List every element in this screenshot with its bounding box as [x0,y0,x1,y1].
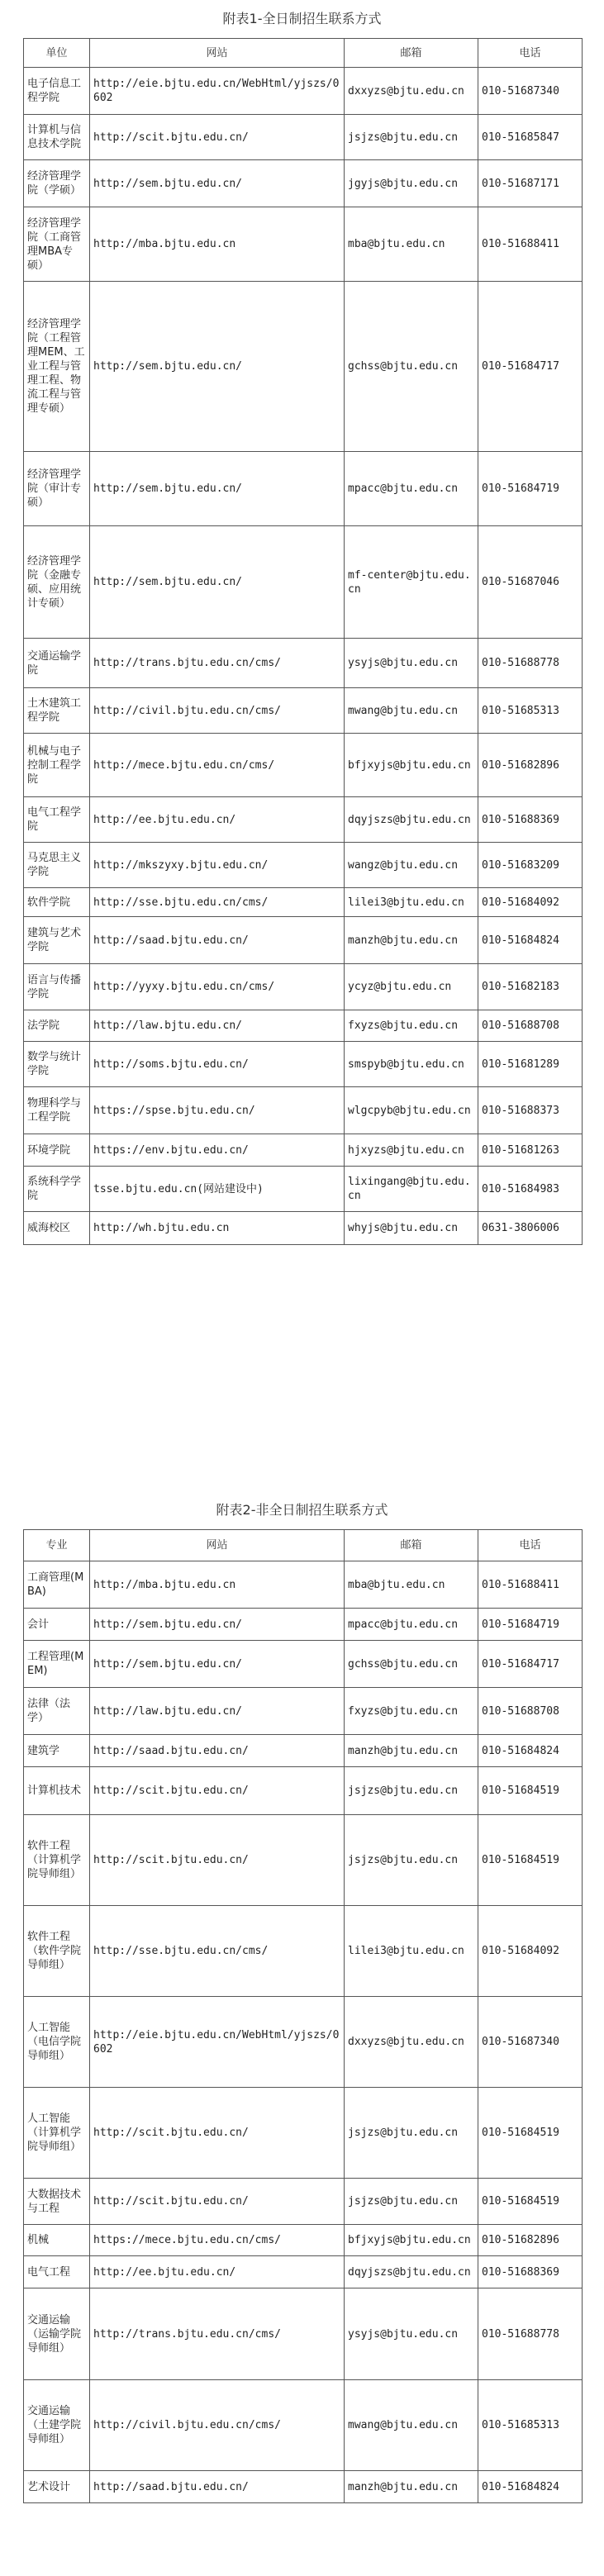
email-link[interactable]: dqyjszs@bjtu.edu.cn [345,2256,478,2288]
header-site: 网站 [90,39,345,68]
unit-cell: 大数据技术与工程 [24,2179,90,2225]
email-link[interactable]: mwang@bjtu.edu.cn [345,2380,478,2471]
header-phone: 电话 [478,39,583,68]
unit-cell: 计算机与信息技术学院 [24,115,90,160]
unit-cell: 电气工程 [24,2256,90,2288]
table-row [24,1735,583,1767]
website-link[interactable]: http://mba.bjtu.edu.cn [90,207,345,282]
email-link[interactable]: gchss@bjtu.edu.cn [345,282,478,452]
header-row [24,39,583,68]
table-row [24,1641,583,1688]
header-phone: 电话 [478,1530,583,1561]
phone-cell: 010-51684719 [478,452,583,526]
phone-cell: 010-51681263 [478,1134,583,1167]
email-link[interactable]: fxyzs@bjtu.edu.cn [345,1010,478,1042]
phone-cell: 010-51684519 [478,2179,583,2225]
phone-cell: 010-51684519 [478,2088,583,2179]
website-link[interactable]: http://eie.bjtu.edu.cn/WebHtml/yjszs/0602 [90,68,345,115]
website-link[interactable]: http://sse.bjtu.edu.cn/cms/ [90,1906,345,1997]
phone-cell: 010-51684824 [478,2471,583,2503]
phone-cell: 010-51688373 [478,1087,583,1134]
website-link[interactable]: http://law.bjtu.edu.cn/ [90,1010,345,1042]
email-link[interactable]: lixingang@bjtu.edu.cn [345,1167,478,1212]
email-link[interactable]: mba@bjtu.edu.cn [345,207,478,282]
phone-cell: 010-51688369 [478,797,583,843]
phone-cell: 010-51688411 [478,1561,583,1609]
unit-cell: 软件工程（软件学院导师组） [24,1906,90,1997]
table-row [24,1134,583,1167]
email-link[interactable]: bfjxyjs@bjtu.edu.cn [345,2225,478,2256]
website-link[interactable]: http://sem.bjtu.edu.cn/ [90,526,345,639]
table-row [24,1212,583,1245]
table-row [24,888,583,917]
website-link[interactable]: http://sem.bjtu.edu.cn/ [90,1609,345,1641]
table-fulltime-contacts [23,38,583,1245]
email-link[interactable]: bfjxyjs@bjtu.edu.cn [345,734,478,797]
website-link[interactable]: http://scit.bjtu.edu.cn/ [90,2088,345,2179]
table-row [24,917,583,964]
unit-cell: 艺术设计 [24,2471,90,2503]
phone-cell: 010-51687340 [478,1997,583,2088]
website-link[interactable]: https://mece.bjtu.edu.cn/cms/ [90,2225,345,2256]
phone-cell: 010-51687171 [478,160,583,207]
phone-cell: 010-51683209 [478,843,583,888]
unit-cell: 物理科学与工程学院 [24,1087,90,1134]
table2-title: 附表2-非全日制招生联系方式 [216,1502,388,1518]
table-row [24,452,583,526]
unit-cell: 工程管理(MEM) [24,1641,90,1688]
phone-cell: 010-51684519 [478,1815,583,1906]
header-row [24,1530,583,1561]
phone-cell: 010-51688708 [478,1010,583,1042]
email-link[interactable]: whyjs@bjtu.edu.cn [345,1212,478,1245]
table-row [24,2256,583,2288]
email-link[interactable]: mwang@bjtu.edu.cn [345,688,478,734]
unit-cell: 土木建筑工程学院 [24,688,90,734]
email-link[interactable]: jsjzs@bjtu.edu.cn [345,1767,478,1815]
website-link[interactable]: http://sse.bjtu.edu.cn/cms/ [90,888,345,917]
unit-cell: 经济管理学院（审计专硕） [24,452,90,526]
table-row [24,1997,583,2088]
header-unit: 专业 [24,1530,90,1561]
unit-cell: 语言与传播学院 [24,964,90,1010]
website-link[interactable]: http://saad.bjtu.edu.cn/ [90,917,345,964]
phone-cell: 010-51688778 [478,639,583,688]
table-row [24,639,583,688]
unit-cell: 经济管理学院（金融专硕、应用统计专硕） [24,526,90,639]
website-link[interactable]: http://saad.bjtu.edu.cn/ [90,2471,345,2503]
website-link[interactable]: http://trans.bjtu.edu.cn/cms/ [90,639,345,688]
table-row [24,2225,583,2256]
phone-cell: 010-51685847 [478,115,583,160]
email-link[interactable]: jsjzs@bjtu.edu.cn [345,1815,478,1906]
table-row [24,2471,583,2503]
table-row [24,2380,583,2471]
table-row [24,2088,583,2179]
unit-cell: 电子信息工程学院 [24,68,90,115]
unit-cell: 机械与电子控制工程学院 [24,734,90,797]
unit-cell: 建筑与艺术学院 [24,917,90,964]
email-link[interactable]: hjxyzs@bjtu.edu.cn [345,1134,478,1167]
unit-cell: 人工智能（计算机学院导师组） [24,2088,90,2179]
phone-cell: 010-51684092 [478,888,583,917]
table-row [24,2288,583,2380]
table-row [24,734,583,797]
unit-cell: 工商管理(MBA) [24,1561,90,1609]
table-row [24,2179,583,2225]
phone-cell: 010-51684092 [478,1906,583,1997]
table-row [24,1906,583,1997]
email-link[interactable]: dxxyzs@bjtu.edu.cn [345,1997,478,2088]
email-link[interactable]: wlgcpyb@bjtu.edu.cn [345,1087,478,1134]
unit-cell: 机械 [24,2225,90,2256]
email-link[interactable]: ycyz@bjtu.edu.cn [345,964,478,1010]
table-row [24,207,583,282]
phone-cell: 010-51682896 [478,734,583,797]
phone-cell: 010-51688778 [478,2288,583,2380]
table-row [24,160,583,207]
website-link[interactable]: http://mba.bjtu.edu.cn [90,1561,345,1609]
email-link[interactable]: jsjzs@bjtu.edu.cn [345,2179,478,2225]
website-link[interactable]: http://saad.bjtu.edu.cn/ [90,1735,345,1767]
header-email: 邮箱 [345,1530,478,1561]
unit-cell: 环境学院 [24,1134,90,1167]
website-link[interactable]: tsse.bjtu.edu.cn(网站建设中) [90,1167,345,1212]
header-site: 网站 [90,1530,345,1561]
unit-cell: 软件学院 [24,888,90,917]
unit-cell: 经济管理学院（工商管理MBA专硕） [24,207,90,282]
website-link[interactable]: http://ee.bjtu.edu.cn/ [90,797,345,843]
table-row [24,964,583,1010]
unit-cell: 交通运输（运输学院导师组） [24,2288,90,2380]
phone-cell: 010-51687340 [478,68,583,115]
table-row [24,1609,583,1641]
website-link[interactable]: http://mkszyxy.bjtu.edu.cn/ [90,843,345,888]
unit-cell: 交通运输学院 [24,639,90,688]
email-link[interactable]: mba@bjtu.edu.cn [345,1561,478,1609]
phone-cell: 010-51682896 [478,2225,583,2256]
table-row [24,1087,583,1134]
unit-cell: 系统科学学院 [24,1167,90,1212]
table-row [24,688,583,734]
website-link[interactable]: https://spse.bjtu.edu.cn/ [90,1087,345,1134]
unit-cell: 经济管理学院（学硕） [24,160,90,207]
email-link[interactable]: mpacc@bjtu.edu.cn [345,452,478,526]
email-link[interactable]: gchss@bjtu.edu.cn [345,1641,478,1688]
website-link[interactable]: http://law.bjtu.edu.cn/ [90,1688,345,1735]
phone-cell: 010-51684719 [478,1609,583,1641]
website-link[interactable]: http://trans.bjtu.edu.cn/cms/ [90,2288,345,2380]
phone-cell: 010-51688369 [478,2256,583,2288]
email-link[interactable]: smspyb@bjtu.edu.cn [345,1042,478,1087]
email-link[interactable]: manzh@bjtu.edu.cn [345,917,478,964]
website-link[interactable]: http://mece.bjtu.edu.cn/cms/ [90,734,345,797]
table-row [24,1561,583,1609]
table-row [24,1167,583,1212]
unit-cell: 建筑学 [24,1735,90,1767]
website-link[interactable]: http://scit.bjtu.edu.cn/ [90,1815,345,1906]
phone-cell: 010-51684824 [478,917,583,964]
table-row [24,526,583,639]
website-link[interactable]: http://sem.bjtu.edu.cn/ [90,160,345,207]
website-link[interactable]: http://sem.bjtu.edu.cn/ [90,1641,345,1688]
table-row [24,1688,583,1735]
unit-cell: 法律（法学） [24,1688,90,1735]
email-link[interactable]: fxyzs@bjtu.edu.cn [345,1688,478,1735]
phone-cell: 010-51684519 [478,1767,583,1815]
unit-cell: 交通运输（土建学院导师组） [24,2380,90,2471]
email-link[interactable]: lilei3@bjtu.edu.cn [345,1906,478,1997]
table-row [24,1767,583,1815]
phone-cell: 010-51681289 [478,1042,583,1087]
header-email: 邮箱 [345,39,478,68]
table-row [24,1010,583,1042]
table-parttime-contacts [23,1529,583,2503]
website-link[interactable]: http://scit.bjtu.edu.cn/ [90,2179,345,2225]
unit-cell: 计算机技术 [24,1767,90,1815]
table1-title: 附表1-全日制招生联系方式 [222,11,382,26]
email-link[interactable]: dqyjszs@bjtu.edu.cn [345,797,478,843]
phone-cell: 010-51684717 [478,282,583,452]
unit-cell: 会计 [24,1609,90,1641]
phone-cell: 010-51684983 [478,1167,583,1212]
email-link[interactable]: dxxyzs@bjtu.edu.cn [345,68,478,115]
email-link[interactable]: wangz@bjtu.edu.cn [345,843,478,888]
email-link[interactable]: ysyjs@bjtu.edu.cn [345,639,478,688]
website-link[interactable]: https://env.bjtu.edu.cn/ [90,1134,345,1167]
phone-cell: 010-51684717 [478,1641,583,1688]
unit-cell: 电气工程学院 [24,797,90,843]
table-row [24,1815,583,1906]
email-link[interactable]: jsjzs@bjtu.edu.cn [345,2088,478,2179]
unit-cell: 软件工程（计算机学院导师组） [24,1815,90,1906]
phone-cell: 010-51688411 [478,207,583,282]
website-link[interactable]: http://civil.bjtu.edu.cn/cms/ [90,2380,345,2471]
table-row [24,797,583,843]
website-link[interactable]: http://sem.bjtu.edu.cn/ [90,452,345,526]
phone-cell: 010-51682183 [478,964,583,1010]
table-row [24,1042,583,1087]
website-link[interactable]: http://eie.bjtu.edu.cn/WebHtml/yjszs/0602 [90,1997,345,2088]
table-row [24,843,583,888]
email-link[interactable]: manzh@bjtu.edu.cn [345,1735,478,1767]
email-link[interactable]: jgyjs@bjtu.edu.cn [345,160,478,207]
email-link[interactable]: jsjzs@bjtu.edu.cn [345,115,478,160]
unit-cell: 法学院 [24,1010,90,1042]
email-link[interactable]: mpacc@bjtu.edu.cn [345,1609,478,1641]
header-unit: 单位 [24,39,90,68]
website-link[interactable]: http://scit.bjtu.edu.cn/ [90,115,345,160]
website-link[interactable]: http://ee.bjtu.edu.cn/ [90,2256,345,2288]
website-link[interactable]: http://wh.bjtu.edu.cn [90,1212,345,1245]
phone-cell: 0631-3806006 [478,1212,583,1245]
table-row [24,115,583,160]
unit-cell: 威海校区 [24,1212,90,1245]
phone-cell: 010-51685313 [478,2380,583,2471]
phone-cell: 010-51685313 [478,688,583,734]
phone-cell: 010-51688708 [478,1688,583,1735]
phone-cell: 010-51687046 [478,526,583,639]
email-link[interactable]: lilei3@bjtu.edu.cn [345,888,478,917]
table-row [24,68,583,115]
table-row [24,282,583,452]
unit-cell: 人工智能（电信学院导师组） [24,1997,90,2088]
unit-cell: 马克思主义学院 [24,843,90,888]
website-link[interactable]: http://civil.bjtu.edu.cn/cms/ [90,688,345,734]
email-link[interactable]: manzh@bjtu.edu.cn [345,2471,478,2503]
website-link[interactable]: http://sem.bjtu.edu.cn/ [90,282,345,452]
email-link[interactable]: ysyjs@bjtu.edu.cn [345,2288,478,2380]
website-link[interactable]: http://soms.bjtu.edu.cn/ [90,1042,345,1087]
phone-cell: 010-51684824 [478,1735,583,1767]
website-link[interactable]: http://scit.bjtu.edu.cn/ [90,1767,345,1815]
email-link[interactable]: mf-center@bjtu.edu.cn [345,526,478,639]
website-link[interactable]: http://yyxy.bjtu.edu.cn/cms/ [90,964,345,1010]
unit-cell: 数学与统计学院 [24,1042,90,1087]
unit-cell: 经济管理学院（工程管理MEM、工业工程与管理工程、物流工程与管理专硕） [24,282,90,452]
